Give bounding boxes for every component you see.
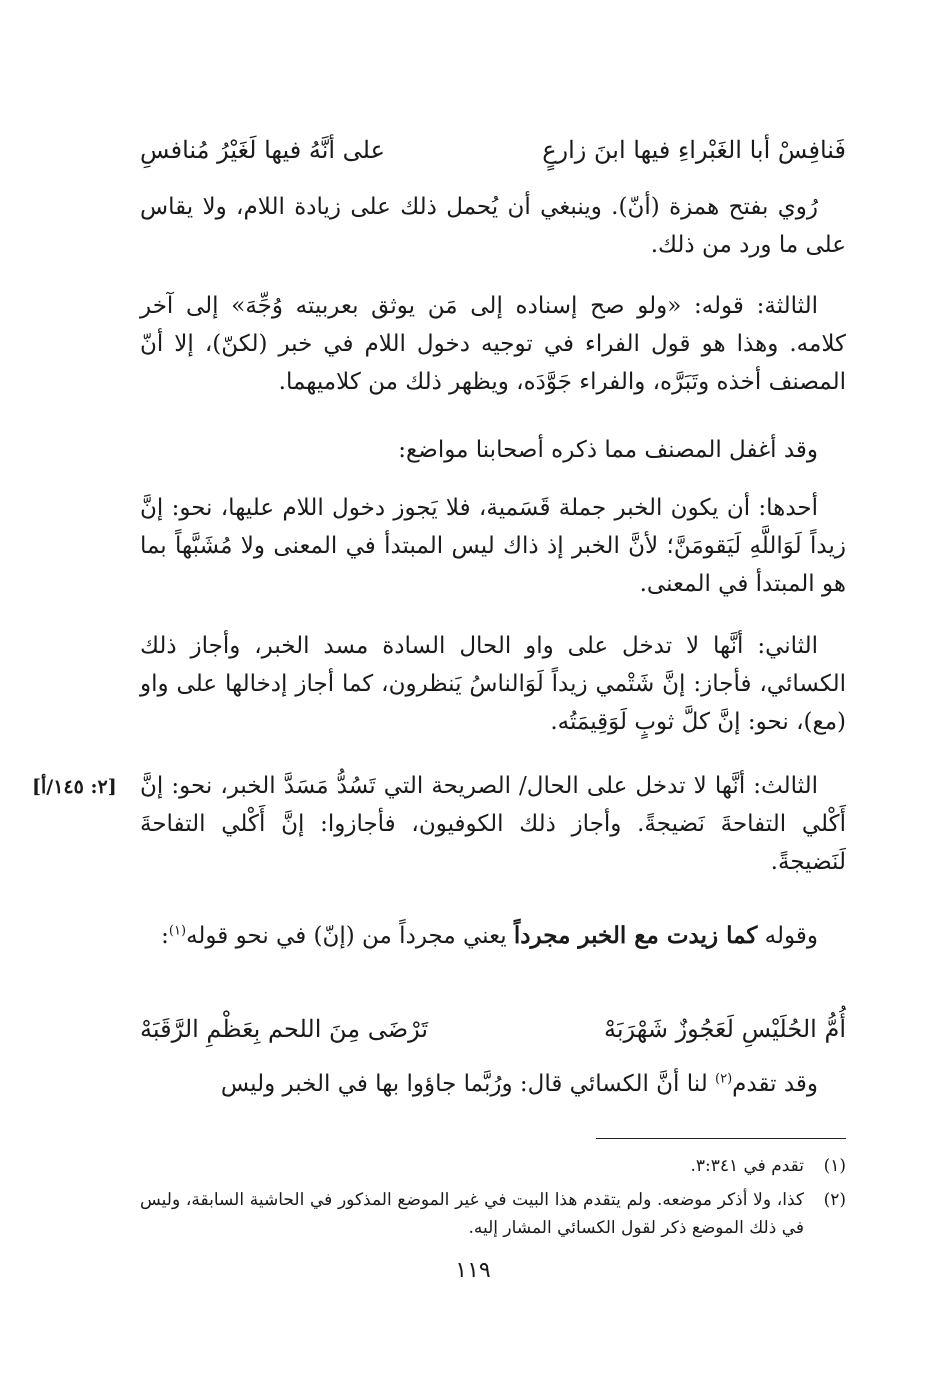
paragraph-7-intro: وقوله: [757, 923, 818, 949]
footnote-2-number: (٢): [823, 1190, 846, 1210]
paragraph-4: أحدها: أن يكون الخبر جملة قَسَمية، فلا يَجوز دخول اللام عليها، نحو: إنَّ زيداً لَوَاللَّهِ لَيَقومَنَّ؛ لأنَّ الخبر إذ ذاك ليس المبتدأ في المعنى ولا مُشَبَّهاً بما هو المبتدأ في المعنى.: [140, 495, 846, 597]
footnote-2: [140, 1186, 846, 1242]
paragraph-5: الثاني: أنَّها لا تدخل على واو الحال السادة مسد الخبر، وأجاز ذلك الكسائي، فأجاز: إنَّ شَتْمي زيداً لَوَالناسُ يَنظرون، كما أجاز إدخالها على واو (مع)، نحو: إنَّ كلَّ ثوبٍ لَوَقِيمَتُه.: [140, 633, 846, 735]
paragraph-3: وقد أغفل المصنف مما ذكره أصحابنا مواضع:: [398, 437, 818, 463]
verse-1-second-hemistich: على أنَّهُ فيها لَغَيْرُ مُنافسِ: [140, 136, 385, 164]
footnote-separator: [596, 1138, 846, 1139]
manuscript-reference: [٢: ١٤٥/أ]: [32, 776, 117, 798]
footnote-1-text: تقدم في ٣:٣٤١.: [690, 1156, 804, 1176]
verse-2-second-hemistich: تَرْضَى مِنَ اللحم بِعَظْمِ الرَّقَبَهْ: [140, 1015, 429, 1043]
verse-line-2: [140, 1010, 846, 1048]
footnote-marker-2: (٢): [715, 1071, 733, 1087]
paragraph-8-start: وقد تقدم: [732, 1071, 818, 1097]
paragraph-7-end: :: [161, 923, 169, 949]
paragraph-7-rest: يعني مجرداً من (إنّ) في نحو قوله: [186, 923, 514, 949]
verse-line-1: [140, 131, 846, 169]
footnote-1: [140, 1152, 846, 1180]
paragraph-8: [140, 1065, 846, 1103]
quoted-phrase: كما زيدت مع الخبر مجرداً: [513, 922, 758, 949]
footnote-marker-1: (١): [168, 923, 187, 939]
footnote-1-number: (١): [823, 1156, 846, 1176]
paragraph-2: الثالثة: قوله: «ولو صح إسناده إلى مَن يوثق بعربيته وُجِّهَ» إلى آخر كلامه. وهذا هو قول الفراء في توجيه دخول اللام في خبر (لكنّ)، إلا أنّ المصنف أخذه وتَبَرَّه، والفراء جَوَّدَه، ويظهر ذلك من كلاميهما.: [140, 293, 846, 395]
verse-2-first-hemistich: أُمُّ الحُلَيْسِ لَعَجُوزٌ شَهْرَبَهْ: [603, 1015, 846, 1043]
verse-1-first-hemistich: فَنافِسْ أبا الغَبْراءِ فيها ابنَ زارعٍ: [542, 136, 846, 164]
page-number: ١١٩: [455, 1258, 491, 1283]
paragraph-6: الثالث: أنَّها لا تدخل على الحال/ الصريحة التي تَسُدُّ مَسَدَّ الخبر، نحو: إنَّ أَكْلي التفاحةَ نَضيجةً. وأجاز ذلك الكوفيون، فأجازوا: إنَّ أَكْلي التفاحةَ لَنَضيجةً.: [140, 773, 846, 875]
paragraph-1: رُوي بفتح همزة (أنّ). وينبغي أن يُحمل ذلك على زيادة اللام، ولا يقاس على ما ورد من ذلك.: [140, 194, 846, 258]
paragraph-7: [140, 917, 846, 955]
footnote-2-text: كذا، ولا أذكر موضعه. ولم يتقدم هذا البيت في غير الموضع المذكور في الحاشية السابقة، وليس في ذلك الموضع ذكر لقول الكسائي المشار إليه.: [140, 1190, 804, 1238]
paragraph-8-rest: لنا أنَّ الكسائي قال: ورُبَّما جاؤوا بها في الخبر وليس: [220, 1071, 716, 1097]
